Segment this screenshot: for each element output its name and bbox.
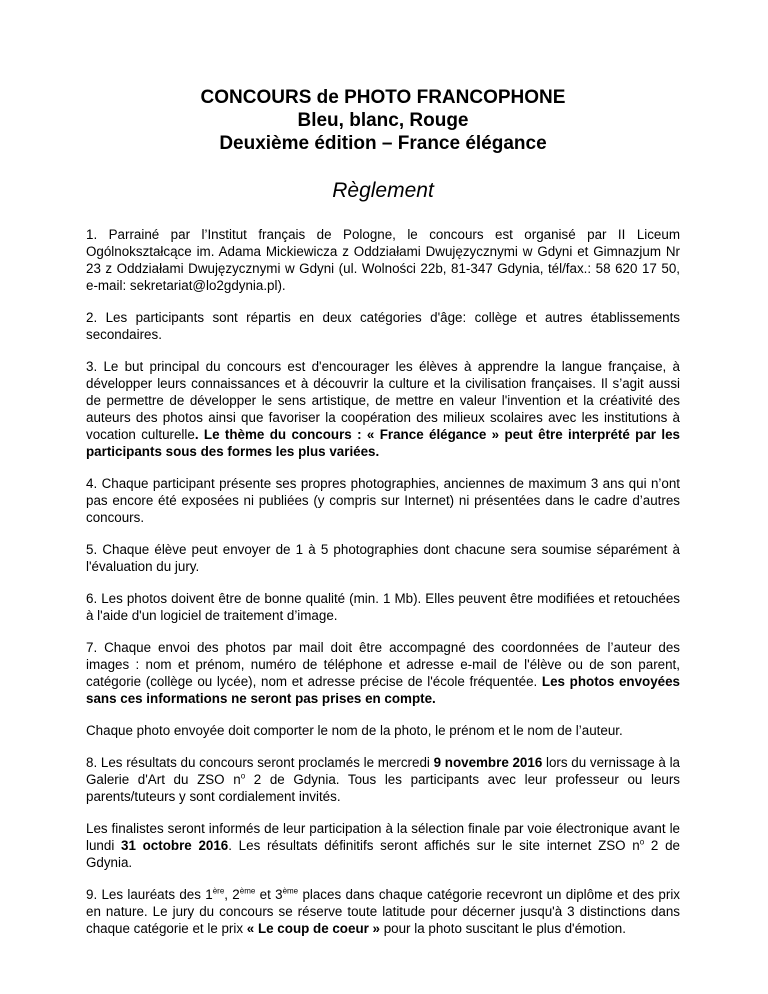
rule-4: 4. Chaque participant présente ses propres photographies, anciennes de maximum 3 ans qui n’ont pas encore été exposées ni publiées (y compris sur Internet) ni présentées dans le cadre d’autres concours.: [86, 476, 680, 525]
rule-9-text-b: , 2: [224, 887, 240, 902]
rule-8b-sup: o: [639, 837, 645, 847]
rule-9-sup-1: ère: [212, 886, 225, 896]
document-title: [86, 86, 680, 155]
rule-8-finalists: [86, 820, 680, 871]
rule-6: 6. Les photos doivent être de bonne qualité (min. 1 Mb). Elles peuvent être modifiées et retouchées à l'aide d'un logiciel de traitement d’image.: [86, 591, 680, 623]
rule-7: [86, 639, 680, 707]
rule-3-bold: . Le thème du concours : « France élégance » peut être interprété par les participants sous des formes les plus variées.: [86, 427, 680, 459]
rule-8-sup: o: [240, 771, 246, 781]
rule-7-bold: Les photos envoyées sans ces informations ne seront pas prises en compte.: [86, 674, 680, 706]
rule-1: 1. Parrainé par l’Institut français de Pologne, le concours est organisé par II Liceum Ogólnokształcące im. Adama Mickiewicza z Oddziałami Dwujęzycznymi w Gdyni et Gimnazjum Nr 23 z Oddziałami Dwujęzycznymi w Gdyni (ul. Wolności 22b, 81-347 Gdynia, tél/fax.: 58 620 17 50, e-mail: sekretariat@lo2gdynia.pl).: [86, 227, 680, 293]
rule-9-sup-3: ème: [282, 886, 299, 896]
rule-8-text-a: 8. Les résultats du concours seront proclamés le mercredi: [86, 755, 434, 770]
rule-9-text-a: 9. Les lauréats des 1: [86, 887, 213, 902]
rule-9-bold: « Le coup de coeur »: [246, 921, 380, 936]
rule-5: 5. Chaque élève peut envoyer de 1 à 5 photographies dont chacune sera soumise séparément à l'évaluation du jury.: [86, 542, 680, 574]
rule-3: [86, 358, 680, 460]
rule-8b-text-b: . Les résultats définitifs seront affichés sur le site internet ZSO n: [228, 838, 640, 853]
title-line-1: CONCOURS de PHOTO FRANCOPHONE: [200, 87, 566, 108]
rule-9-sup-2: ème: [239, 886, 256, 896]
rule-8-text-b: lors du vernissage à la Galerie d'Art du ZSO n: [86, 755, 680, 787]
title-line-3: Deuxième édition – France élégance: [219, 133, 547, 154]
rule-8b-text-a: Les finalistes seront informés de leur participation à la sélection finale par voie électronique avant le lundi: [86, 821, 680, 853]
rule-7-note: Chaque photo envoyée doit comporter le nom de la photo, le prénom et le nom de l’auteur.: [86, 723, 623, 738]
rule-9-text-e: pour la photo suscitant le plus d'émotion.: [380, 921, 626, 936]
rule-7-text: 7. Chaque envoi des photos par mail doit être accompagné des coordonnées de l’auteur des images : nom et prénom, numéro de téléphone et adresse e-mail de l'élève ou de son parent, catégorie (collège ou lycée), nom et adresse précise de l'école fréquentée.: [86, 640, 680, 689]
rule-9-text-d: places dans chaque catégorie recevront un diplôme et des prix en nature. Le jury du concours se réserve toute latitude pour décerner jusqu'à 3 distinctions dans chaque catégorie et le prix: [86, 887, 680, 936]
rule-9: [86, 886, 680, 937]
rule-9-text-c: et 3: [255, 887, 283, 902]
rule-8-text-c: 2 de Gdynia. Tous les participants avec leur professeur ou leurs parents/tuteurs y sont cordialement invités.: [86, 772, 681, 804]
rule-8b-date: 31 octobre 2016: [121, 838, 229, 853]
rule-2: 2. Les participants sont répartis en deux catégories d'âge: collège et autres établissements secondaires.: [86, 310, 680, 342]
rule-3-text: 3. Le but principal du concours est d'encourager les élèves à apprendre la langue française, à développer leurs connaissances et à découvrir la culture et la civilisation françaises. Il s’agit aussi de permettre de développer le sens artistique, de mettre en valeur l'invention et la créativité des auteurs des photos ainsi que favoriser la coopération des milieux scolaires avec les institutions à vocation culturelle: [86, 359, 680, 442]
rule-8b-text-c: 2 de Gdynia.: [86, 838, 680, 870]
title-line-2: Bleu, blanc, Rouge: [297, 110, 469, 131]
rule-8-date: 9 novembre 2016: [433, 755, 543, 770]
document-subtitle: Règlement: [332, 179, 434, 202]
rule-8: [86, 754, 680, 805]
